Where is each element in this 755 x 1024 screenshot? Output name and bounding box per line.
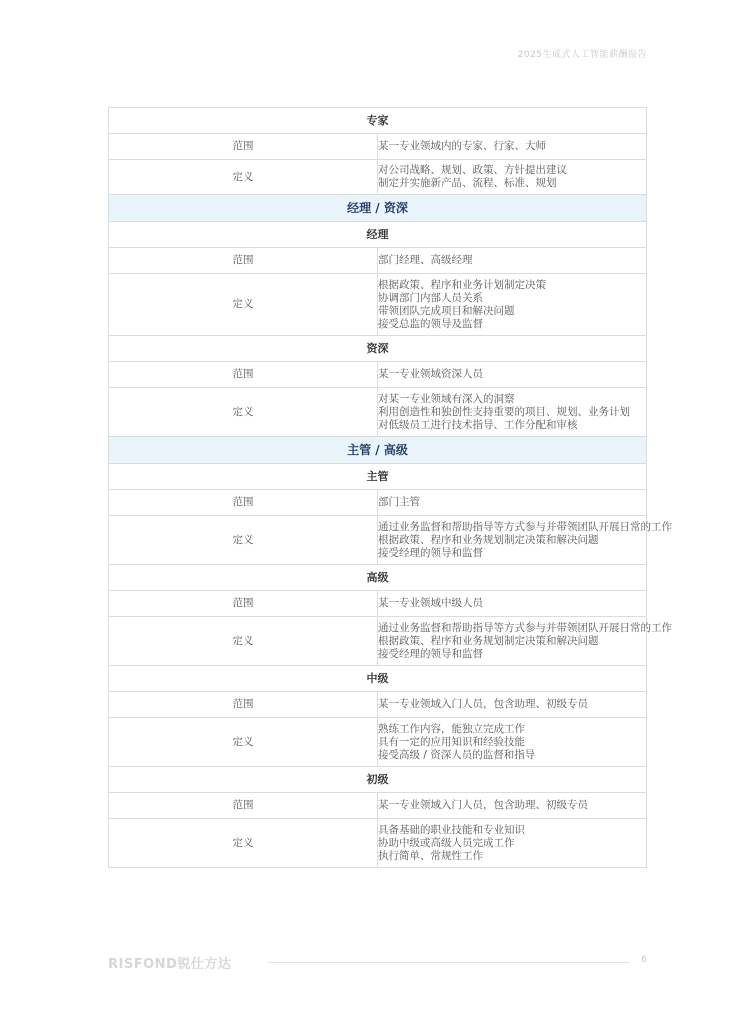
- value-line: 某一专业领域内的专家、行家、大师: [378, 140, 546, 152]
- value-line: 根据政策、程序和业务规划制定决策和解决问题: [378, 533, 599, 546]
- value-line: 根据政策、程序和业务计划制定决策: [378, 278, 546, 291]
- value-line: 执行简单、常规性工作: [378, 849, 483, 862]
- row-label: 范围: [109, 362, 378, 388]
- page-number: 6: [641, 955, 647, 965]
- row-value: [378, 362, 647, 388]
- row-value: [378, 248, 647, 274]
- role-heading-row: [109, 464, 647, 490]
- value-line: 对低级员工进行技术指导、工作分配和审核: [378, 418, 578, 431]
- table-row: [109, 617, 647, 666]
- row-value: [378, 160, 647, 195]
- value-line: 带领团队完成项目和解决问题: [378, 304, 515, 317]
- role-heading-row: [109, 222, 647, 248]
- value-line: 接受高级 / 资深人员的监督和指导: [378, 748, 536, 761]
- level-band-title: 主管 / 高级: [109, 437, 647, 464]
- row-value: [378, 388, 647, 437]
- value-line: 接受经理的领导和监督: [378, 647, 483, 660]
- row-value: [378, 591, 647, 617]
- row-label: 定义: [109, 160, 378, 195]
- role-title: 中级: [109, 666, 647, 692]
- role-title: 专家: [109, 108, 647, 134]
- value-line: 部门经理、高级经理: [378, 254, 473, 266]
- value-line: 协调部门内部人员关系: [378, 291, 483, 304]
- row-label: 定义: [109, 819, 378, 868]
- value-line: 具备基础的职业技能和专业知识: [378, 823, 525, 836]
- footer-divider: [268, 962, 630, 963]
- role-title: 资深: [109, 336, 647, 362]
- role-heading-row: [109, 565, 647, 591]
- row-label: 定义: [109, 617, 378, 666]
- row-label: 定义: [109, 274, 378, 336]
- value-line: 熟练工作内容，能独立完成工作: [378, 722, 525, 735]
- role-heading-row: [109, 108, 647, 134]
- value-line: 接受总监的领导及监督: [378, 317, 483, 330]
- value-line: 对公司战略、规划、政策、方针提出建议: [378, 164, 567, 176]
- value-line: 协助中级或高级人员完成工作: [378, 836, 515, 849]
- row-label: 范围: [109, 134, 378, 160]
- row-label: 定义: [109, 388, 378, 437]
- value-line: 某一专业领域入门人员，包含助理、初级专员: [378, 698, 588, 710]
- value-line: 利用创造性和独创性支持重要的项目、规划、业务计划: [378, 405, 630, 418]
- table-row: [109, 793, 647, 819]
- value-line: 部门主管: [378, 496, 420, 508]
- table-row: [109, 819, 647, 868]
- value-line: 对某一专业领域有深入的洞察: [378, 392, 515, 405]
- role-heading-row: [109, 666, 647, 692]
- level-band-row: [109, 195, 647, 222]
- row-label: 定义: [109, 718, 378, 767]
- row-value: [378, 793, 647, 819]
- level-band-row: [109, 437, 647, 464]
- role-heading-row: [109, 767, 647, 793]
- role-title: 初级: [109, 767, 647, 793]
- value-line: 制定并实施新产品、流程、标准、规划: [378, 177, 557, 189]
- row-label: 范围: [109, 692, 378, 718]
- row-label: 范围: [109, 793, 378, 819]
- row-value: [378, 516, 672, 565]
- row-label: 范围: [109, 490, 378, 516]
- row-label: 范围: [109, 248, 378, 274]
- table-row: [109, 160, 647, 195]
- company-logo: RISFOND锐仕方达: [108, 957, 232, 972]
- table-row: [109, 248, 647, 274]
- value-line: 通过业务监督和帮助指导等方式参与并带领团队开展日常的工作: [378, 621, 672, 634]
- level-band-title: 经理 / 资深: [109, 195, 647, 222]
- table-row: [109, 591, 647, 617]
- value-line: 接受经理的领导和监督: [378, 546, 483, 559]
- table-row: [109, 362, 647, 388]
- row-value: [378, 718, 647, 767]
- role-title: 经理: [109, 222, 647, 248]
- row-value: [378, 692, 647, 718]
- role-title: 主管: [109, 464, 647, 490]
- job-level-table: [108, 107, 672, 868]
- report-title: 2025生成式人工智能薪酬报告: [517, 50, 647, 60]
- value-line: 某一专业领域入门人员，包含助理、初级专员: [378, 799, 588, 811]
- value-line: 某一专业领域资深人员: [378, 368, 483, 380]
- role-title: 高级: [109, 565, 647, 591]
- table-row: [109, 718, 647, 767]
- value-line: 某一专业领域中级人员: [378, 597, 483, 609]
- value-line: 具有一定的应用知识和经验技能: [378, 735, 525, 748]
- table-row: [109, 388, 647, 437]
- value-line: 根据政策、程序和业务规划制定决策和解决问题: [378, 634, 599, 647]
- table-row: [109, 490, 647, 516]
- row-value: [378, 274, 647, 336]
- table-row: [109, 516, 647, 565]
- row-value: [378, 617, 672, 666]
- table-row: [109, 692, 647, 718]
- row-value: [378, 134, 647, 160]
- row-value: [378, 819, 647, 868]
- value-line: 通过业务监督和帮助指导等方式参与并带领团队开展日常的工作: [378, 520, 672, 533]
- row-value: [378, 490, 647, 516]
- role-heading-row: [109, 336, 647, 362]
- table-row: [109, 134, 647, 160]
- table-row: [109, 274, 647, 336]
- row-label: 范围: [109, 591, 378, 617]
- row-label: 定义: [109, 516, 378, 565]
